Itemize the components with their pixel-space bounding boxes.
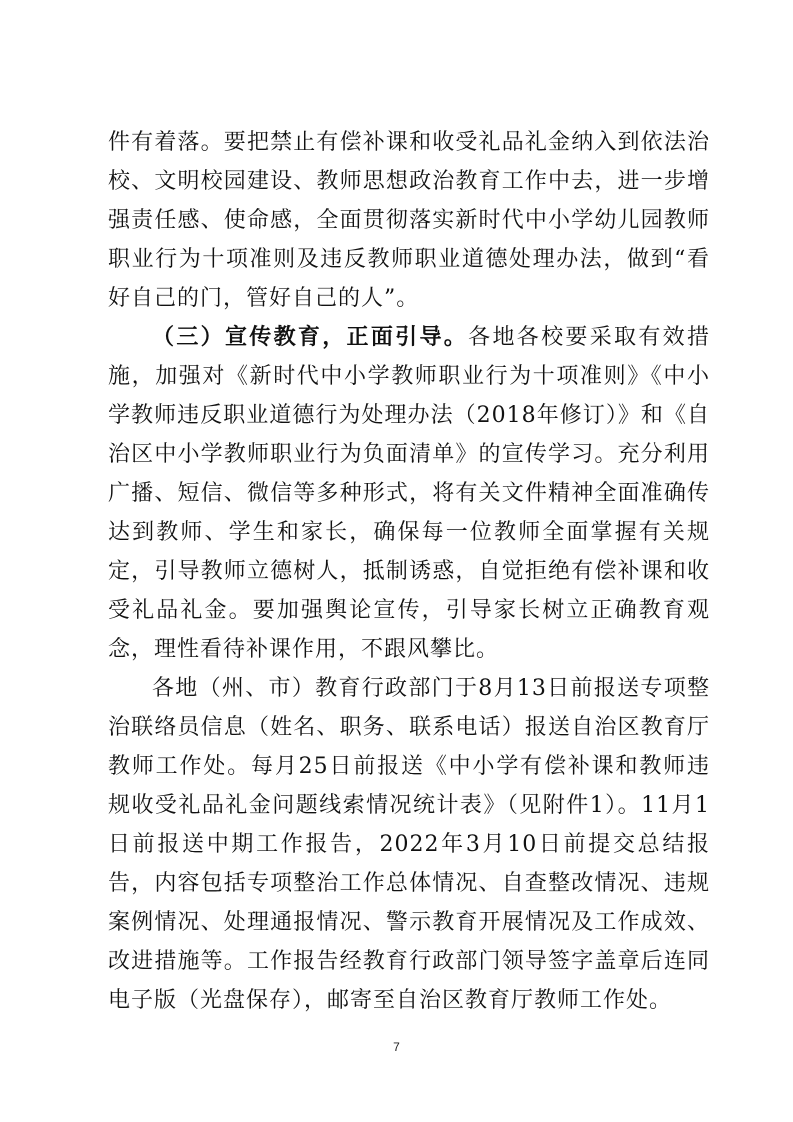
page-number: 7 xyxy=(393,1040,400,1054)
paragraph-3-text: 各地（州、市）教育行政部门于8月13日前报送专项整治联络员信息（姓名、职务、联系电话）报送自治区教育厅教师工作处。每月25日前报送《中小学有偿补课和教师违规收受礼品礼金问题线索情况统计表》（见附件1）。11月1日前报送中期工作报告，2022年3月10日前提交总结报告，内容包括专项整治工作总体情况、自查整改情况、违规案例情况、处理通报情况、警示教育开展情况及工作成效、改进措施等。工作报告经教育行政部门领导签字盖章后连同电子版（光盘保存），邮寄至自治区教育厅教师工作处。 xyxy=(108,676,710,1013)
paragraph-2-text: 各地各校要采取有效措施，加强对《新时代中小学教师职业行为十项准则》《中小学教师违反职业道德行为处理办法（2018年修订）》和《自治区中小学教师职业行为负面清单》的宣传学习。充分利用广播、短信、微信等多种形式，将有关文件精神全面准确传达到教师、学生和家长，确保每一位教师全面掌握有关规定，引导教师立德树人，抵制诱惑，自觉拒绝有偿补课和收受礼品礼金。要加强舆论宣传，引导家长树立正确教育观念，理性看待补课作用，不跟风攀比。 xyxy=(108,325,710,662)
paragraph-1 xyxy=(108,123,710,318)
paragraph-2 xyxy=(108,318,710,669)
section-heading-3: （三）宣传教育，正面引导。 xyxy=(152,324,469,350)
document-body xyxy=(108,123,710,1020)
paragraph-3 xyxy=(108,669,710,1020)
paragraph-1-text: 件有着落。要把禁止有偿补课和收受礼品礼金纳入到依法治校、文明校园建设、教师思想政治教育工作中去，进一步增强责任感、使命感，全面贯彻落实新时代中小学幼儿园教师职业行为十项准则及违反教师职业道德处理办法，做到“看好自己的门，管好自己的人”。 xyxy=(108,130,710,311)
